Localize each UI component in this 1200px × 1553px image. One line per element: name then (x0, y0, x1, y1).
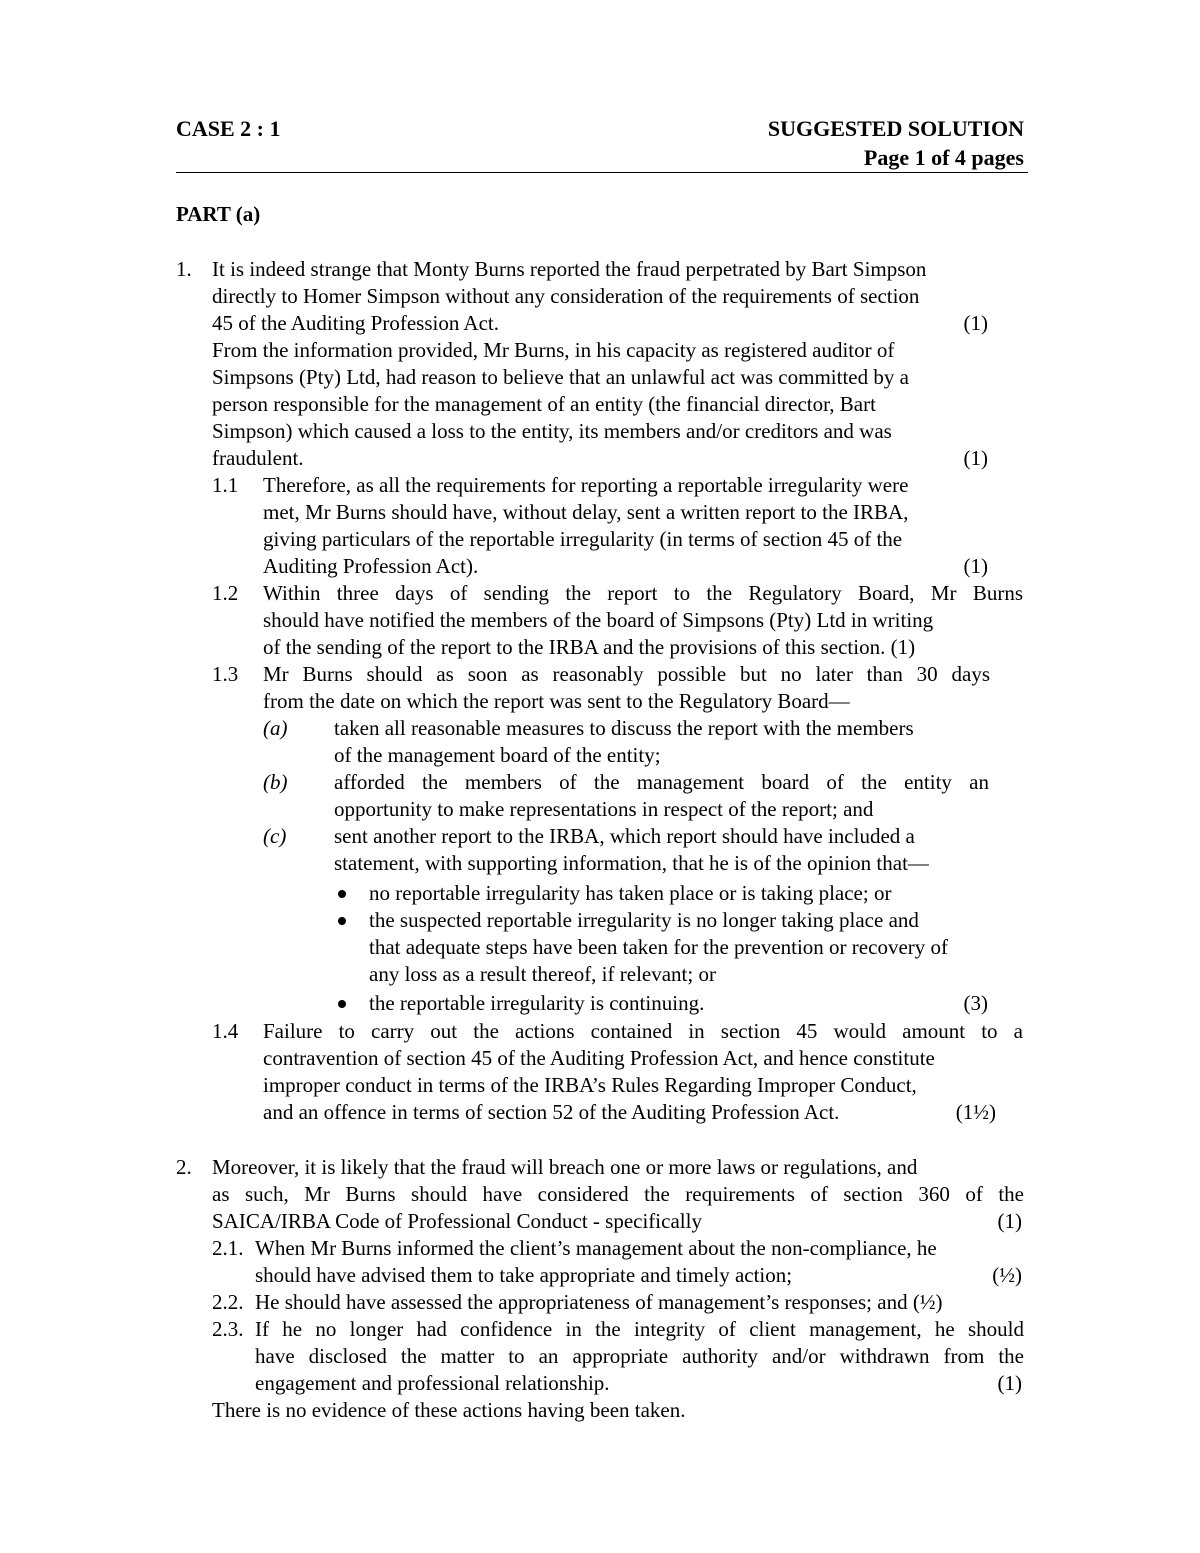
mark-allocation: (1½) (955, 1100, 996, 1124)
text-line: of the sending of the report to the IRBA and the provisions of this section. (1) (263, 635, 916, 659)
page-indicator: Page 1 of 4 pages (863, 145, 1024, 170)
text-line: Auditing Profession Act). (263, 554, 479, 578)
mark-allocation: (3) (963, 991, 988, 1015)
text-line: that adequate steps have been taken for the prevention or recovery of (369, 935, 948, 959)
item-number: 2. (176, 1155, 192, 1179)
mark-allocation: (1) (963, 554, 988, 578)
bullet-icon (338, 917, 346, 925)
text-line: statement, with supporting information, that he is of the opinion that— (334, 851, 929, 875)
case-number: CASE 2 : 1 (176, 116, 281, 141)
subitem-number: 2.1. (212, 1236, 244, 1260)
text-line: taken all reasonable measures to discuss the report with the members (334, 716, 914, 740)
mark-allocation: (1) (997, 1371, 1022, 1395)
subitem-number: 2.3. (212, 1317, 244, 1341)
text-line: of the management board of the entity; (334, 743, 661, 767)
text-line: Failure to carry out the actions contained in section 45 would amount to a (263, 1019, 1023, 1043)
clause-label: (b) (263, 770, 288, 794)
text-line: sent another report to the IRBA, which report should have included a (334, 824, 915, 848)
subitem-number: 1.2 (212, 581, 239, 605)
text-line: When Mr Burns informed the client’s management about the non-compliance, he (255, 1236, 937, 1260)
text-line: person responsible for the management of an entity (the financial director, Bart (212, 392, 876, 416)
text-line: 45 of the Auditing Profession Act. (212, 311, 499, 335)
clause-label: (a) (263, 716, 288, 740)
text-line: giving particulars of the reportable irregularity (in terms of section 45 of the (263, 527, 903, 551)
item-number: 1. (176, 257, 192, 281)
text-line: Moreover, it is likely that the fraud will breach one or more laws or regulations, and (212, 1155, 918, 1179)
text-line: directly to Homer Simpson without any consideration of the requirements of section (212, 284, 920, 308)
header-divider (176, 172, 1028, 173)
text-line: SAICA/IRBA Code of Professional Conduct - specifically (212, 1209, 702, 1233)
text-line: from the date on which the report was sent to the Regulatory Board— (263, 689, 850, 713)
text-line: improper conduct in terms of the IRBA’s Rules Regarding Improper Conduct, (263, 1073, 917, 1097)
subitem-number: 1.1 (212, 473, 239, 497)
bullet-icon (338, 890, 346, 898)
text-line: Mr Burns should as soon as reasonably possible but no later than 30 days (263, 662, 990, 686)
subitem-number: 1.4 (212, 1019, 239, 1043)
mark-allocation: (1) (963, 311, 988, 335)
text-line: From the information provided, Mr Burns, in his capacity as registered auditor of (212, 338, 895, 362)
text-line: met, Mr Burns should have, without delay, sent a written report to the IRBA, (263, 500, 909, 524)
mark-allocation: (½) (992, 1263, 1022, 1287)
mark-allocation: (1) (997, 1209, 1022, 1233)
subitem-number: 2.2. (212, 1290, 244, 1314)
part-heading: PART (a) (176, 202, 261, 226)
text-line: the reportable irregularity is continuing. (369, 991, 705, 1015)
mark-allocation: (1) (963, 446, 988, 470)
text-line: afforded the members of the management board of the entity an (334, 770, 989, 794)
text-line: the suspected reportable irregularity is no longer taking place and (369, 908, 919, 932)
text-line: Therefore, as all the requirements for reporting a reportable irregularity were (263, 473, 909, 497)
text-line: Within three days of sending the report to the Regulatory Board, Mr Burns (263, 581, 1023, 605)
text-line: any loss as a result thereof, if relevant; or (369, 962, 716, 986)
text-line: as such, Mr Burns should have considered the requirements of section 360 of the (212, 1182, 1024, 1206)
text-line: should have notified the members of the board of Simpsons (Pty) Ltd in writing (263, 608, 934, 632)
subitem-number: 1.3 (212, 662, 239, 686)
text-line: contravention of section 45 of the Auditing Profession Act, and hence constitute (263, 1046, 935, 1070)
document-title: SUGGESTED SOLUTION (767, 116, 1024, 141)
text-line: It is indeed strange that Monty Burns reported the fraud perpetrated by Bart Simpson (212, 257, 927, 281)
text-line: engagement and professional relationship. (255, 1371, 610, 1395)
text-line: no reportable irregularity has taken place or is taking place; or (369, 881, 892, 905)
text-line: Simpsons (Pty) Ltd, had reason to believe that an unlawful act was committed by a (212, 365, 909, 389)
text-line: Simpson) which caused a loss to the entity, its members and/or creditors and was (212, 419, 892, 443)
clause-label: (c) (263, 824, 287, 848)
text-line: opportunity to make representations in respect of the report; and (334, 797, 874, 821)
closing-remark: There is no evidence of these actions having been taken. (212, 1398, 686, 1422)
text-line: He should have assessed the appropriateness of management’s responses; and (½) (255, 1290, 943, 1314)
text-line: should have advised them to take appropriate and timely action; (255, 1263, 793, 1287)
bullet-icon (338, 1000, 346, 1008)
text-line: and an offence in terms of section 52 of the Auditing Profession Act. (263, 1100, 840, 1124)
text-line: fraudulent. (212, 446, 304, 470)
text-line: have disclosed the matter to an appropriate authority and/or withdrawn from the (255, 1344, 1024, 1368)
text-line: If he no longer had confidence in the integrity of client management, he should (255, 1317, 1024, 1341)
